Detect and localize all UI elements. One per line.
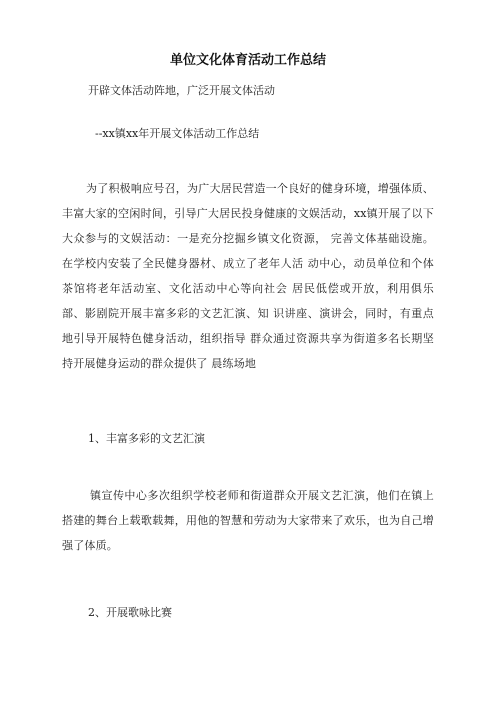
document-title: 单位文化体育活动工作总结 bbox=[169, 53, 326, 68]
section-heading-2: 2、开展歌咏比赛 bbox=[88, 606, 172, 619]
document-byline: --xx镇xx年开展文体活动工作总结 bbox=[95, 127, 260, 140]
section-heading-1: 1、丰富多彩的文艺汇演 bbox=[88, 432, 205, 445]
section-1-paragraph: 镇宣传中心多次组织学校老师和街道群众开展文艺汇演，他们在镇上搭建的舞台上载歌载舞，用他的智慧和劳动为大家带来了欢乐，也为自己增强了体质。 bbox=[62, 489, 434, 552]
document-subtitle: 开辟文体活动阵地，广泛开展文体活动 bbox=[88, 84, 275, 97]
intro-paragraph: 为了积极响应号召，为广大居民营造一个良好的健身环境，增强体质、丰富大家的空闲时间，引导广大居民投身健康的文娱活动，xx镇开展了以下大众参与的文娱活动：一是充分挖掘乡镇文化资源， 完善文体基础设施。在学校内安装了全民健身器材、成立了老年人活 动中心，动员单位和个体茶馆将老年活动室、文化活动中心等向社会 居民低偿或开放，利用俱乐部、影剧院开展丰富多彩的文艺汇演、知 识讲座、演讲会，同时，有重点地引导开展特色健身活动，组织指导 群众通过资源共享为街道多名长期坚持开展健身运动的群众提供了 晨练场地 bbox=[62, 182, 434, 370]
